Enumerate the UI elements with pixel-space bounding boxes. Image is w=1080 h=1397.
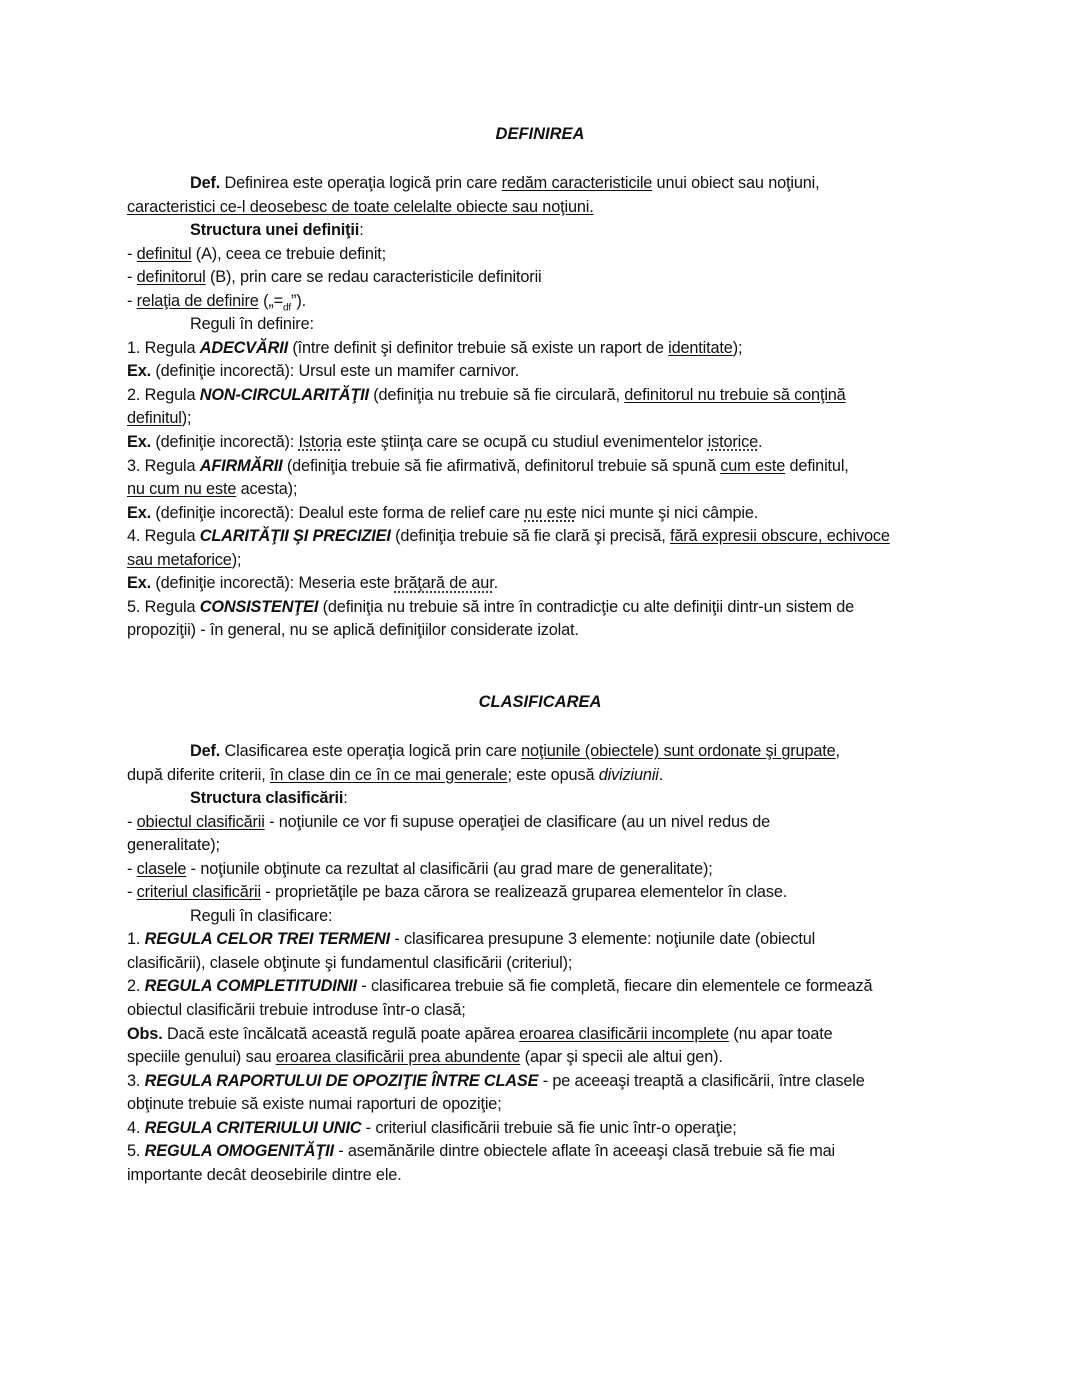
text-segment: - clasificarea trebuie să fie completă, fiecare din elementele ce formează [356, 977, 873, 996]
text-segment: speciile genului) sau [127, 1048, 276, 1067]
text-line [127, 596, 957, 620]
text-line [127, 619, 957, 643]
clasificarea-body [127, 740, 957, 1187]
text-line [127, 1023, 957, 1047]
underlined-text: nu este [524, 503, 577, 522]
emphasis-text: AFIRMĂRII [199, 456, 283, 475]
text-line [127, 811, 957, 835]
text-segment: 4. Regula [127, 527, 200, 546]
text-line [127, 764, 957, 788]
text-line [127, 999, 957, 1023]
emphasis-text: Structura unei definiţii [190, 221, 360, 240]
text-segment: - pe aceeaşi treaptă a clasificării, între clasele [538, 1071, 865, 1090]
text-segment: - criteriul clasificării trebuie să fie unic într-o operaţie; [361, 1118, 737, 1137]
text-segment: ); [231, 550, 242, 569]
text-line [127, 549, 957, 573]
text-segment: . [758, 433, 763, 452]
text-segment: : [359, 221, 364, 240]
text-line [127, 525, 957, 549]
text-segment: (definiţia trebuie să fie afirmativă, definitorul trebuie să spună [282, 456, 721, 475]
text-segment: (între definit şi definitor trebuie să existe un raport de [287, 338, 669, 357]
text-line [127, 905, 957, 929]
text-line [127, 881, 957, 905]
emphasis-text: REGULA OMOGENITĂŢII [144, 1142, 334, 1161]
text-segment: nici munte şi nici câmpie. [576, 503, 759, 522]
text-line [127, 478, 957, 502]
text-segment: diviziunii [598, 765, 659, 784]
text-segment: 1. [127, 930, 145, 949]
text-segment: (definiţie incorectă): Meseria este [151, 574, 395, 593]
text-segment: - [127, 812, 137, 831]
text-segment: ); [181, 409, 192, 428]
text-segment: - [127, 859, 137, 878]
text-segment: 1. Regula [127, 338, 200, 357]
text-segment: - clasificarea presupune 3 elemente: noţiunile date (obiectul [389, 930, 816, 949]
text-line [127, 787, 957, 811]
text-line [127, 834, 957, 858]
text-segment: este ştiinţa care se ocupă cu studiul evenimentelor [341, 433, 708, 452]
text-segment: ”). [291, 291, 306, 310]
underlined-text: definitorul nu trebuie să conţină [624, 385, 846, 404]
emphasis-text: ADECVĂRII [199, 338, 288, 357]
text-line [127, 858, 957, 882]
text-segment: - proprietăţile pe baza cărora se realizează gruparea elementelor în clase. [260, 883, 788, 902]
text-segment: Dacă este încălcată această regulă poate apărea [162, 1024, 520, 1043]
underlined-text: cum este [720, 456, 786, 475]
text-segment: Definirea este operaţia logică prin care [220, 174, 502, 192]
text-segment: . [493, 574, 498, 593]
text-segment: . [658, 765, 664, 784]
text-line [127, 243, 957, 267]
underlined-text: Istoria [298, 433, 342, 452]
text-line [127, 431, 957, 455]
text-line [127, 384, 957, 408]
underlined-text: clasele [136, 859, 187, 878]
text-segment: (definiţie incorectă): Ursul este un mamifer carnivor. [151, 362, 520, 381]
text-line [127, 1046, 957, 1070]
text-segment: după diferite criterii, [127, 765, 270, 784]
text-segment: (nu apar toate [728, 1024, 833, 1043]
section-title-clasificarea: CLASIFICAREA [478, 693, 602, 711]
text-segment: (apar şi specii ale altui gen). [520, 1048, 723, 1067]
emphasis-text: Ex. [127, 362, 151, 381]
text-segment: definitul, [785, 456, 849, 475]
text-line [127, 219, 957, 243]
text-segment: 4. [127, 1118, 145, 1137]
text-line [127, 952, 957, 976]
text-segment: - [127, 291, 137, 310]
text-line [127, 572, 957, 596]
emphasis-text: Structura clasificării [190, 789, 344, 808]
text-segment: 3. Regula [127, 456, 200, 475]
text-segment: - noţiunile ce vor fi supuse operaţiei de clasificare (au un nivel redus de [264, 812, 771, 831]
text-line [127, 360, 957, 384]
text-segment: 3. [127, 1071, 145, 1090]
text-segment: („= [258, 291, 283, 310]
underlined-text: în clase din ce în ce mai generale [270, 765, 508, 784]
text-line [127, 1164, 957, 1188]
text-segment: unui obiect sau noţiuni, [652, 174, 820, 192]
text-segment: (B), prin care se redau caracteristicile definitorii [205, 268, 542, 287]
emphasis-text: Ex. [127, 433, 151, 452]
emphasis-text: REGULA RAPORTULUI DE OPOZIŢIE ÎNTRE CLASE [144, 1071, 539, 1090]
emphasis-text: CLARITĂŢII ŞI PRECIZIEI [199, 527, 391, 546]
text-segment: 5. Regula [127, 597, 200, 616]
text-segment: 5. [127, 1142, 145, 1161]
text-segment: generalitate); [127, 836, 220, 855]
underlined-text: nu cum nu este [127, 480, 237, 499]
text-segment: obţinute trebuie să existe numai raporturi de opoziţie; [127, 1095, 502, 1114]
emphasis-text: Ex. [127, 574, 151, 593]
emphasis-text: Def. [190, 174, 221, 192]
text-segment: (A), ceea ce trebuie definit; [191, 244, 387, 263]
text-line [127, 172, 957, 196]
text-segment: ; este opusă [507, 765, 599, 784]
text-segment: df [283, 301, 292, 313]
text-segment: Clasificarea este operaţia logică prin care [220, 742, 522, 760]
underlined-text: istorice [707, 433, 759, 452]
emphasis-text: REGULA COMPLETITUDINII [144, 977, 357, 996]
text-segment: acesta); [236, 480, 298, 499]
underlined-text: eroarea clasificării prea abundente [275, 1048, 521, 1067]
text-line [127, 455, 957, 479]
text-line [127, 266, 957, 290]
text-segment: (definiţie incorectă): Dealul este forma de relief care [151, 503, 525, 522]
emphasis-text: NON-CIRCULARITĂŢII [199, 385, 369, 404]
text-line [127, 407, 957, 431]
emphasis-text: Obs. [127, 1024, 163, 1043]
text-line [127, 740, 957, 764]
underlined-text: sau metaforice [127, 550, 232, 569]
text-segment: - [127, 268, 137, 287]
definirea-body [127, 172, 957, 643]
text-segment: (definiţia nu trebuie să intre în contradicţie cu alte definiţii dintr-un sistem de [318, 597, 855, 616]
text-segment: obiectul clasificării trebuie introduse într-o clasă; [127, 1001, 466, 1020]
underlined-text: definitul [127, 409, 182, 428]
text-line [127, 313, 957, 337]
text-segment: Reguli în definire: [190, 315, 314, 334]
text-line [127, 1093, 957, 1117]
emphasis-text: REGULA CRITERIULUI UNIC [144, 1118, 362, 1137]
underlined-text: identitate [668, 338, 733, 357]
text-segment: 2. [127, 977, 145, 996]
emphasis-text: REGULA CELOR TREI TERMENI [144, 930, 390, 949]
text-segment: - asemănările dintre obiectele aflate în aceeaşi clasă trebuie să fie mai [333, 1142, 835, 1161]
underlined-text: criteriul clasificării [136, 883, 261, 902]
text-segment: Reguli în clasificare: [190, 906, 333, 925]
text-segment: - noţiunile obţinute ca rezultat al clasificării (au grad mare de generalitate); [186, 859, 713, 878]
underlined-text: noţiunile (obiectele) sunt ordonate şi grupate [521, 742, 836, 760]
underlined-text: caracteristici ce-l deosebesc de toate celelalte obiecte sau noţiuni. [127, 197, 594, 216]
text-segment: clasificării), clasele obţinute şi fundamentul clasificării (criteriul); [127, 953, 573, 972]
text-line [127, 290, 957, 314]
text-segment: propoziţii) - în general, nu se aplică definiţiilor considerate izolat. [127, 621, 579, 640]
text-segment: : [343, 789, 348, 808]
underlined-text: fără expresii obscure, echivoce [669, 527, 890, 546]
text-segment: importante decât deosebirile dintre ele. [127, 1165, 402, 1184]
text-segment: (definiţia trebuie să fie clară şi precisă, [390, 527, 670, 546]
text-line [127, 975, 957, 999]
underlined-text: relaţia de definire [136, 291, 259, 310]
text-line [127, 928, 957, 952]
text-segment: , [835, 742, 840, 760]
underlined-text: redăm caracteristicile [501, 174, 653, 192]
text-line [127, 1117, 957, 1141]
emphasis-text: CONSISTENŢEI [199, 597, 319, 616]
underlined-text: definitorul [136, 268, 206, 287]
text-line [127, 1070, 957, 1094]
text-line [127, 337, 957, 361]
text-segment: - [127, 244, 137, 263]
text-segment: ); [732, 338, 743, 357]
section-title-definirea: DEFINIREA [495, 125, 585, 143]
emphasis-text: Ex. [127, 503, 151, 522]
emphasis-text: Def. [190, 742, 221, 760]
text-line [127, 502, 957, 526]
underlined-text: brăţară de aur [394, 574, 494, 593]
underlined-text: obiectul clasificării [136, 812, 265, 831]
text-segment: (definiţie incorectă): [151, 433, 299, 452]
text-segment: 2. Regula [127, 385, 200, 404]
underlined-text: definitul [136, 244, 192, 263]
underlined-text: eroarea clasificării incomplete [519, 1024, 729, 1043]
text-line [127, 1140, 957, 1164]
text-segment: (definiţia nu trebuie să fie circulară, [368, 385, 625, 404]
text-line [127, 196, 957, 220]
text-segment: - [127, 883, 137, 902]
